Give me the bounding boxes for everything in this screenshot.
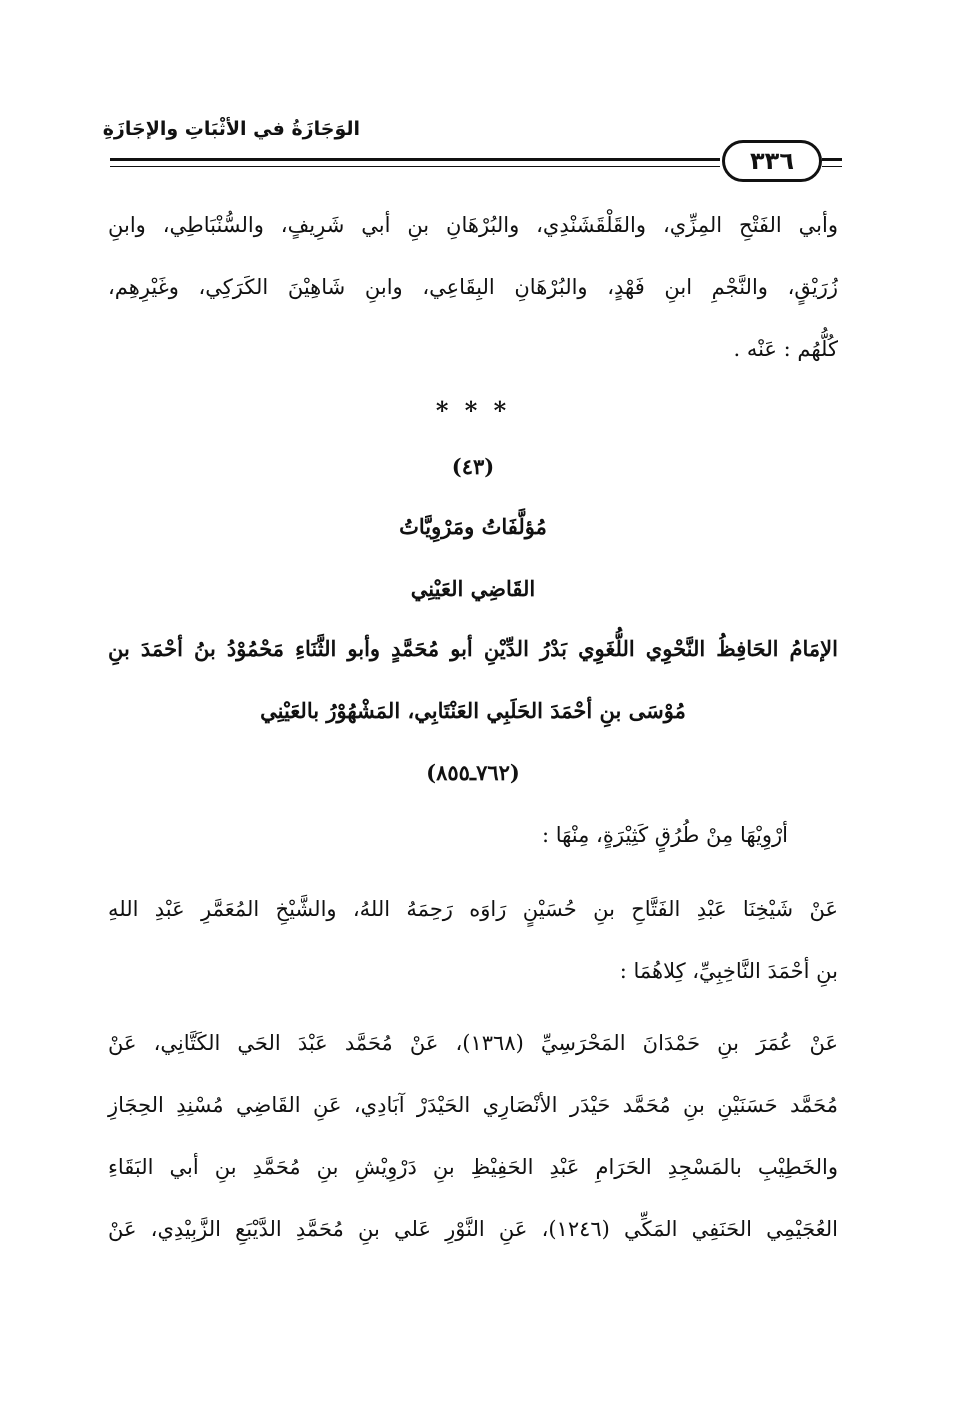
header-rule [822, 166, 842, 167]
header-rule [822, 158, 842, 161]
text-line: زُرَيْقٍ، والنَّجْمِ ابنِ فَهْدٍ، والبُرْهَانِ البِقَاعِي، وابنِ شَاهِيْنَ الكَرَكِي، وغَيْرِهِم، [108, 275, 838, 299]
header-rule [110, 158, 720, 161]
text-line: والخَطِيْبِ بالمَسْجِدِ الحَرَامِ عَبْدِ الحَفِيْظِ بنِ دَرْوِيْشِ بنِ مُحَمَّدِ بنِ أبي البَقَاءِ [108, 1155, 838, 1179]
intro-line: أرْوِيْهَا مِنْ طُرُقٍ كَثِيْرَةٍ، مِنْهَا : [541, 823, 788, 847]
page-number [722, 140, 822, 182]
text-line: عَنْ شَيْخِنَا عَبْدِ الفَتَّاحِ بنِ حُسَيْنٍ رَاوَه رَحِمَهُ اللهُ، والشَّيْخِ المُعَمَّرِ عَبْدِ اللهِ [108, 897, 838, 921]
running-title: الوَجَازَةُ في الأثْبَاتِ والإجَازَةِ [102, 118, 360, 140]
text-line: عَنْ عُمَرَ بنِ حَمْدَانَ المَحْرَسِيِّ (١٣٦٨)، عَنْ مُحَمَّد عَبْدَ الحَي الكَتَّانِي، عَنْ [108, 1031, 838, 1055]
page-number-text: ٣٣٦ [750, 147, 794, 175]
section-separator: * * * [435, 396, 511, 425]
text-line: العُجَيْمِي الحَنَفِي المَكِّي (١٢٤٦)، عَنِ النَّوْرِ عَلي بنِ مُحَمَّدِ الدَّيْبَعِ الزَّبِيْدِي، عَنْ [108, 1217, 838, 1241]
text-line: مُحَمَّد حَسَنَيْنِ بنِ مُحَمَّد حَيْدَر الأنْصَارِي الحَيْدَرْ آبَادِي، عَنِ القَاضِي مُسْنِدِ الحِجَازِ [108, 1093, 838, 1117]
entry-dates: (٧٦٢ـ٨٥٥) [426, 760, 520, 785]
entry-number: (٤٣) [451, 454, 495, 479]
bio-line: الإمَامُ الحَافِظُ النَّحْوِي اللُّغَوِي بَدْرُ الدِّيْنِ أبو مُحَمَّدٍ وأبو الثَّنَاءِ مَحْمُوْدُ بنُ أحْمَدَ بنِ [108, 636, 838, 661]
text-line: وأبي الفَتْحِ المِزِّي، والقَلْقَشَنْدِي، والبُرْهَانِ بنِ أبي شَرِيفٍ، والسُّنْبَاطِي، وابنِ [108, 213, 838, 237]
bio-line: مُوْسَى بنِ أحْمَدَ الحَلَبِي العَنْتَابِي، المَشْهُوْرُ بالعَيْنِي [260, 698, 686, 723]
entry-heading: مُؤلَّفَاتُ ومَرْوِيَّاتُ [399, 514, 547, 539]
text-line: بنِ أحْمَدَ النَّاخِبِيِّ، كِلاهُمَا : [619, 959, 838, 983]
text-line: كُلُّهُم : عَنْه . [733, 337, 838, 361]
entry-heading-name: القَاضِي العَيْنِي [410, 576, 536, 601]
header-rule [110, 166, 720, 167]
